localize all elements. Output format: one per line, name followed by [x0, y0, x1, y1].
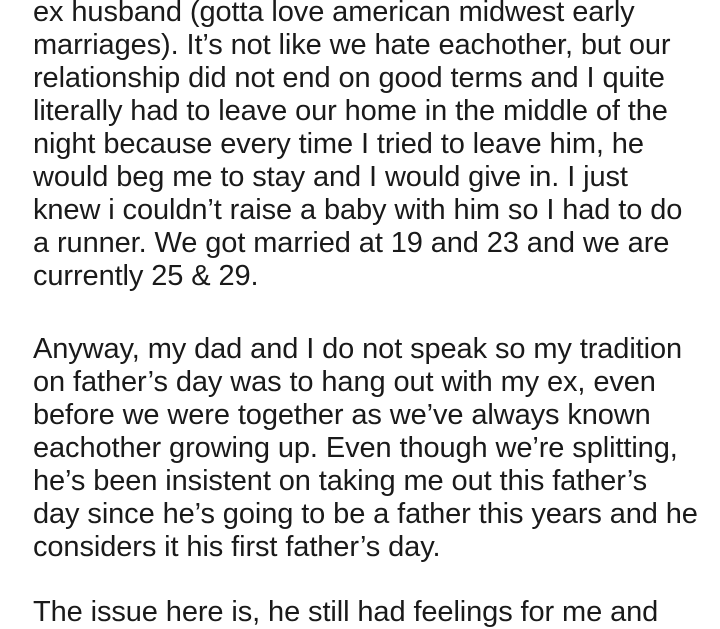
- paragraph: [33, 596, 702, 629]
- text-line: ex husband (gotta love american midwest early: [33, 0, 635, 28]
- text-line: The issue here is, he still had feelings for me and: [33, 596, 659, 628]
- text-line: relationship did not end on good terms and I quite: [33, 62, 665, 94]
- text-line: a runner. We got married at 19 and 23 and we are: [33, 227, 670, 259]
- text-line: marriages). It’s not like we hate eachother, but our: [33, 29, 671, 61]
- paragraph: [33, 333, 702, 564]
- text-line: would beg me to stay and I would give in. I just: [33, 161, 628, 193]
- text-line: before we were together as we’ve always known: [33, 399, 651, 431]
- text-line: knew i couldn’t raise a baby with him so I had to do: [33, 194, 683, 226]
- text-line: Anyway, my dad and I do not speak so my tradition: [33, 333, 683, 365]
- text-line: day since he’s going to be a father this years and he: [33, 498, 698, 530]
- text-line: currently 25 & 29.: [33, 260, 259, 292]
- text-line: he’s been insistent on taking me out this father’s: [33, 465, 648, 497]
- text-line: considers it his first father’s day.: [33, 531, 441, 563]
- text-line: night because every time I tried to leave him, he: [33, 128, 644, 160]
- text-line: literally had to leave our home in the middle of the: [33, 95, 668, 127]
- paragraph: [33, 0, 702, 293]
- text-line: eachother growing up. Even though we’re splitting,: [33, 432, 678, 464]
- text-line: on father’s day was to hang out with my ex, even: [33, 366, 656, 398]
